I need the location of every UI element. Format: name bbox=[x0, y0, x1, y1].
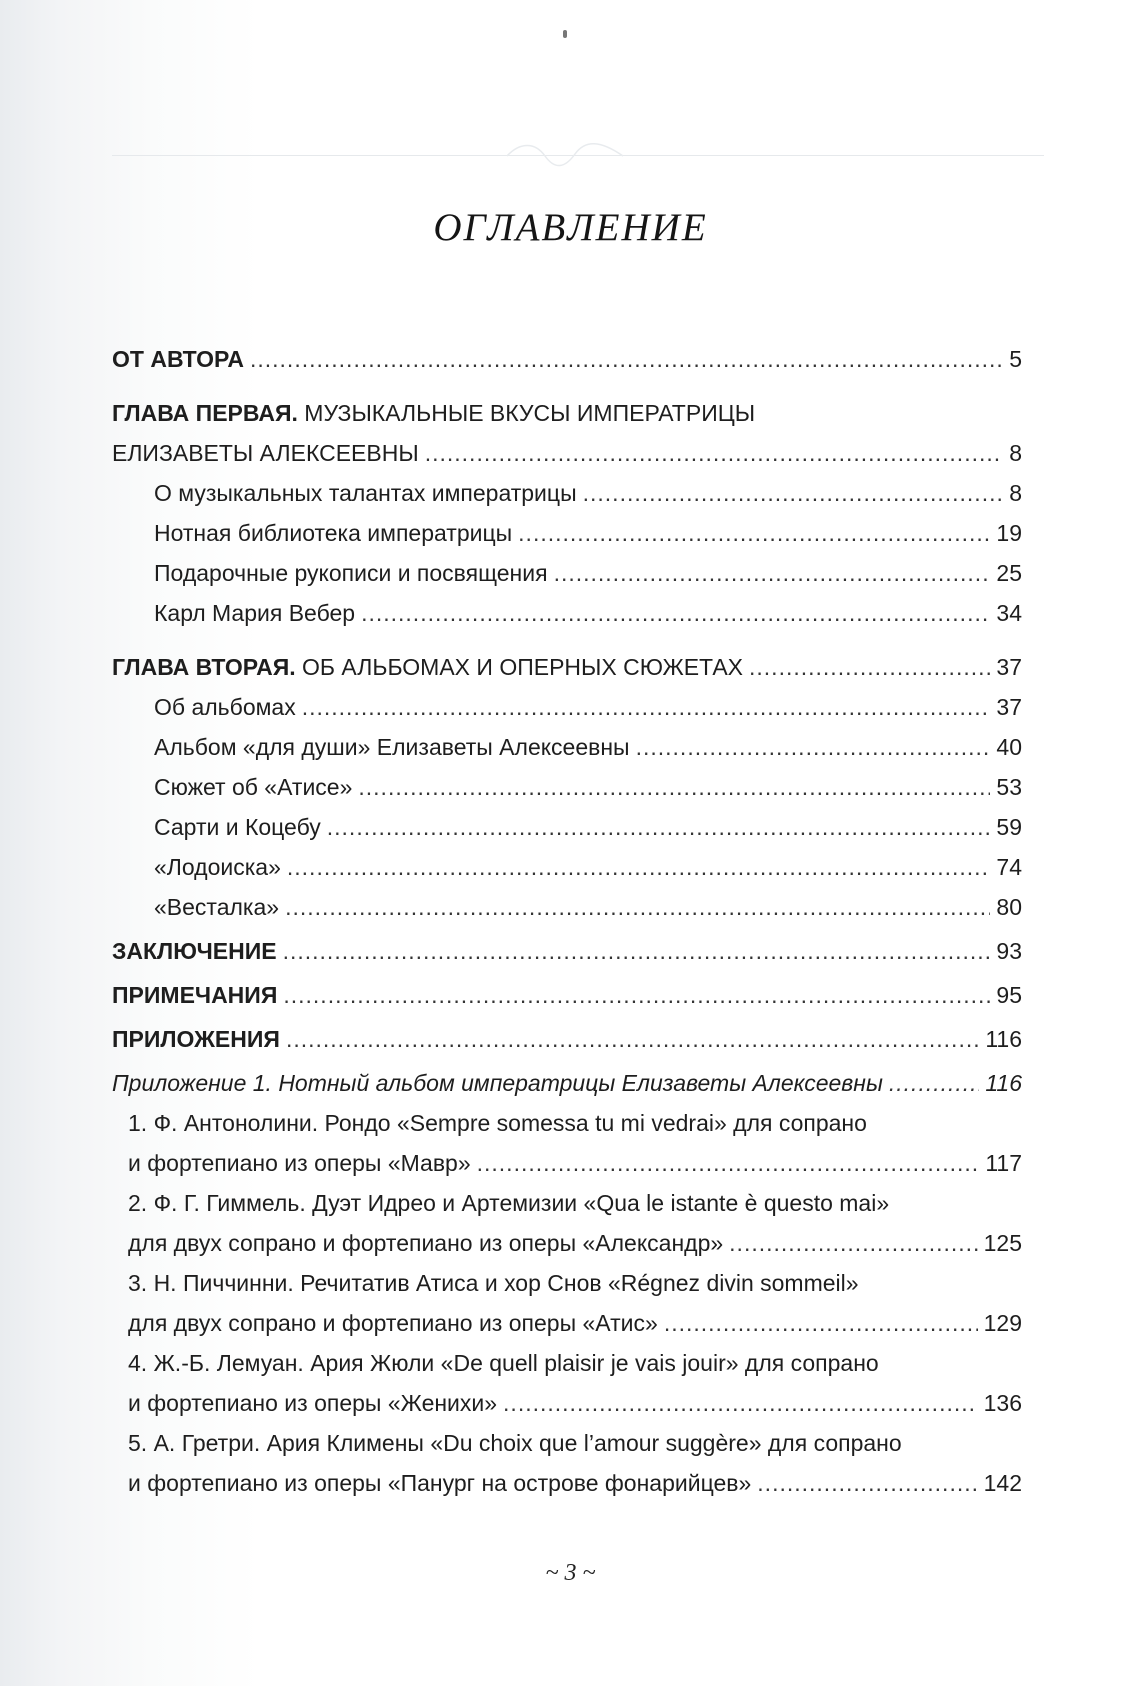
leader-dots bbox=[287, 853, 991, 881]
toc-page: 129 bbox=[983, 1310, 1022, 1336]
item-line2: для двух сопрано и фортепиано из оперы «Атис» bbox=[128, 1310, 658, 1336]
toc-label: ОТ АВТОРА bbox=[112, 346, 244, 372]
leader-dots bbox=[518, 519, 990, 547]
toc-page: 74 bbox=[996, 854, 1022, 880]
toc-label: Об альбомах bbox=[154, 694, 296, 720]
chapter-title: ОБ АЛЬБОМАХ И ОПЕРНЫХ СЮЖЕТАХ bbox=[295, 654, 744, 680]
toc-page: 116 bbox=[985, 1070, 1022, 1096]
item-line2: и фортепиано из оперы «Мавр» bbox=[128, 1150, 471, 1176]
toc-label: Приложение 1. Нотный альбом императрицы Елизаветы Алексеевны bbox=[112, 1070, 883, 1096]
toc-entry-conclusion[interactable] bbox=[112, 937, 1022, 965]
item-line1: 2. Ф. Г. Гиммель. Дуэт Идрео и Артемизии «Qua le istante è questo mai» bbox=[128, 1190, 890, 1216]
leader-dots bbox=[358, 773, 990, 801]
leader-dots bbox=[757, 1469, 977, 1497]
leader-dots bbox=[283, 981, 990, 1009]
toc-page: 8 bbox=[1009, 480, 1022, 506]
item-line2: и фортепиано из оперы «Панург на острове фонарийцев» bbox=[128, 1470, 752, 1496]
print-speck bbox=[563, 30, 567, 38]
toc-label: ПРИЛОЖЕНИЯ bbox=[112, 1026, 280, 1052]
leader-dots bbox=[250, 345, 1003, 373]
toc-section[interactable] bbox=[112, 599, 1022, 627]
item-line2: для двух сопрано и фортепиано из оперы «Александр» bbox=[128, 1230, 724, 1256]
chapter-prefix: ГЛАВА ВТОРАЯ. bbox=[112, 654, 296, 680]
toc-page: 5 bbox=[1009, 346, 1022, 372]
toc-page: 142 bbox=[983, 1470, 1022, 1496]
toc-entry-author[interactable] bbox=[112, 345, 1022, 373]
leader-dots bbox=[583, 479, 1004, 507]
leader-dots bbox=[361, 599, 990, 627]
leader-dots bbox=[889, 1069, 979, 1097]
toc-entry-appendices[interactable] bbox=[112, 1025, 1022, 1053]
page-number: ~ 3 ~ bbox=[545, 1560, 596, 1586]
toc-label: «Лодоиска» bbox=[154, 854, 281, 880]
toc-page: 25 bbox=[996, 560, 1022, 586]
leader-dots bbox=[285, 893, 990, 921]
toc-section[interactable] bbox=[112, 519, 1022, 547]
toc-section[interactable] bbox=[112, 733, 1022, 761]
toc-page: 95 bbox=[996, 982, 1022, 1008]
toc-section[interactable] bbox=[112, 559, 1022, 587]
toc-page: 8 bbox=[1009, 440, 1022, 466]
toc-page: 117 bbox=[985, 1150, 1022, 1176]
chapter-prefix: ГЛАВА ПЕРВАЯ. bbox=[112, 400, 298, 426]
toc-chapter1-heading[interactable] bbox=[112, 399, 1022, 427]
leader-dots bbox=[425, 439, 1003, 467]
leader-dots bbox=[283, 937, 991, 965]
toc-page: 37 bbox=[996, 694, 1022, 720]
item-line1: 3. Н. Пиччинни. Речитатив Атиса и хор Снов «Régnez divin sommeil» bbox=[128, 1270, 859, 1296]
leader-dots bbox=[302, 693, 991, 721]
toc-entry-chapter1[interactable] bbox=[112, 439, 1022, 467]
table-of-contents bbox=[112, 345, 1022, 1497]
toc-section[interactable] bbox=[112, 853, 1022, 881]
toc-label: Нотная библиотека императрицы bbox=[154, 520, 513, 546]
toc-section[interactable] bbox=[112, 773, 1022, 801]
toc-page: 19 bbox=[996, 520, 1022, 546]
toc-page: 80 bbox=[996, 894, 1022, 920]
toc-entry-notes[interactable] bbox=[112, 981, 1022, 1009]
toc-label: Сарти и Коцебу bbox=[154, 814, 321, 840]
toc-section[interactable] bbox=[112, 693, 1022, 721]
toc-page: 40 bbox=[996, 734, 1022, 760]
leader-dots bbox=[477, 1149, 980, 1177]
toc-entry-chapter2[interactable] bbox=[112, 653, 1022, 681]
toc-page: 93 bbox=[996, 938, 1022, 964]
item-line1: 1. Ф. Антонолини. Рондо «Sempre somessa tu mi vedrai» для сопрано bbox=[128, 1110, 867, 1136]
toc-label: ЗАКЛЮЧЕНИЕ bbox=[112, 938, 277, 964]
toc-appendix-item[interactable] bbox=[112, 1189, 1022, 1257]
item-line2: и фортепиано из оперы «Женихи» bbox=[128, 1390, 498, 1416]
item-line1: 5. А. Гретри. Ария Климены «Du choix que l’amour suggère» для сопрано bbox=[128, 1430, 902, 1456]
ornament-divider-icon bbox=[505, 138, 625, 168]
toc-page: 53 bbox=[996, 774, 1022, 800]
toc-section[interactable] bbox=[112, 893, 1022, 921]
toc-page: 34 bbox=[996, 600, 1022, 626]
toc-label: ЕЛИЗАВЕТЫ АЛЕКСЕЕВНЫ bbox=[112, 440, 419, 466]
toc-appendix-item[interactable] bbox=[112, 1349, 1022, 1417]
item-line1: 4. Ж.-Б. Лемуан. Ария Жюли «De quell plaisir je vais jouir» для сопрано bbox=[128, 1350, 879, 1376]
leader-dots bbox=[554, 559, 991, 587]
page-title: ОГЛАВЛЕНИЕ bbox=[433, 206, 708, 249]
toc-page: 136 bbox=[983, 1390, 1022, 1416]
toc-appendix-item[interactable] bbox=[112, 1429, 1022, 1497]
toc-label: Сюжет об «Атисе» bbox=[154, 774, 353, 800]
toc-page: 116 bbox=[985, 1026, 1022, 1052]
leader-dots bbox=[729, 1229, 977, 1257]
leader-dots bbox=[664, 1309, 978, 1337]
toc-label: «Весталка» bbox=[154, 894, 280, 920]
toc-label: Карл Мария Вебер bbox=[154, 600, 356, 626]
toc-label: О музыкальных талантах императрицы bbox=[154, 480, 577, 506]
toc-label: Альбом «для души» Елизаветы Алексеевны bbox=[154, 734, 630, 760]
leader-dots bbox=[327, 813, 991, 841]
leader-dots bbox=[749, 653, 990, 681]
toc-label: Подарочные рукописи и посвящения bbox=[154, 560, 548, 586]
leader-dots bbox=[286, 1025, 979, 1053]
toc-section[interactable] bbox=[112, 479, 1022, 507]
toc-page: 125 bbox=[983, 1230, 1022, 1256]
toc-section[interactable] bbox=[112, 813, 1022, 841]
chapter-title: МУЗЫКАЛЬНЫЕ ВКУСЫ ИМПЕРАТРИЦЫ bbox=[297, 400, 756, 426]
toc-label: ПРИМЕЧАНИЯ bbox=[112, 982, 278, 1008]
toc-appendix-item[interactable] bbox=[112, 1269, 1022, 1337]
leader-dots bbox=[503, 1389, 978, 1417]
toc-page: 59 bbox=[996, 814, 1022, 840]
leader-dots bbox=[636, 733, 991, 761]
toc-entry-appendix1[interactable] bbox=[112, 1069, 1022, 1097]
toc-appendix-item[interactable] bbox=[112, 1109, 1022, 1177]
toc-page: 37 bbox=[996, 654, 1022, 680]
